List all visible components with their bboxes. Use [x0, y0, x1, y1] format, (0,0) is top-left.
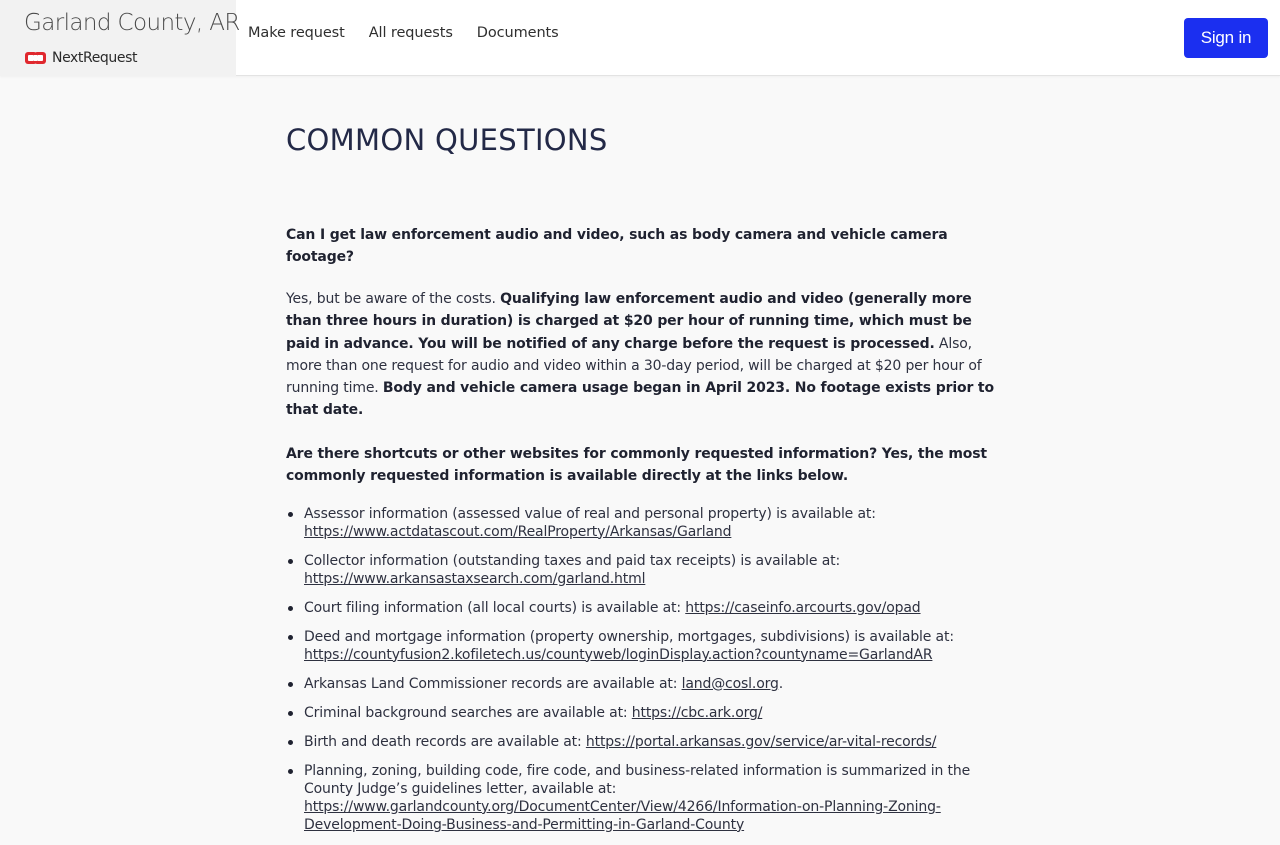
nav-make-request[interactable]: Make request: [248, 25, 345, 41]
list-item-text: Collector information (outstanding taxes and paid tax receipts) is available at:: [304, 552, 841, 569]
list-item: [286, 552, 1002, 588]
list-item-text: Court filing information (all local courts) is available at:: [304, 599, 686, 616]
answer-text: Yes, but be aware of the costs.: [286, 291, 501, 307]
land-commissioner-email-link[interactable]: land@cosl.org: [681, 675, 779, 692]
deed-mortgage-link[interactable]: https://countyfusion2.kofiletech.us/countyweb/loginDisplay.action?countyname=GarlandAR: [304, 646, 933, 663]
page-title: COMMON QUESTIONS: [286, 123, 608, 157]
list-item-text: Birth and death records are available at:: [304, 733, 586, 750]
answer-text: Also, more than one request for audio and video within a 30-day period, will be charged at $20 per hour of running time.: [286, 335, 982, 397]
list-item: [286, 733, 1002, 751]
list-item: [286, 505, 1002, 541]
faq-question-shortcuts: Are there shortcuts or other websites for commonly requested information? Yes, the most commonly requested information is available directly at the links below.: [286, 445, 987, 484]
agency-name[interactable]: Garland County, AR: [24, 10, 240, 36]
shortcut-links-list: [286, 505, 1002, 834]
nextrequest-label: NextRequest: [52, 50, 138, 66]
background-search-link[interactable]: https://cbc.ark.org/: [631, 704, 763, 721]
list-item: [286, 762, 1002, 834]
list-item-text: Assessor information (assessed value of real and personal property) is available at:: [304, 505, 876, 522]
faq-content: [286, 120, 1002, 845]
list-item: [286, 704, 1002, 722]
list-item-text: Deed and mortgage information (property ownership, mortgages, subdivisions) is available at:: [304, 628, 954, 645]
nextrequest-brand: [25, 49, 137, 67]
sign-in-button[interactable]: Sign in: [1184, 18, 1268, 58]
main-nav: [248, 25, 583, 41]
assessor-link[interactable]: https://www.actdatascout.com/RealProperty/Arkansas/Garland: [304, 523, 732, 540]
brand-block[interactable]: [0, 0, 240, 76]
list-item-text: Planning, zoning, building code, fire code, and business-related information is summarized in the County Judge’s guidelines letter, available at:: [304, 762, 971, 797]
list-item: [286, 628, 1002, 664]
answer-emphasis: Qualifying law enforcement audio and video (generally more than three hours in duration) is charged at $20 per hour of running time, which must be paid in advance. You will be notified of any charge before the request is processed.: [286, 291, 972, 352]
top-navigation-bar: [0, 0, 1280, 76]
list-item-text: Arkansas Land Commissioner records are available at:: [304, 675, 682, 692]
court-filing-link[interactable]: https://caseinfo.arcourts.gov/opad: [685, 599, 921, 616]
nextrequest-logo-icon: [25, 51, 47, 65]
list-item-text: Criminal background searches are available at:: [304, 704, 632, 721]
nav-all-requests[interactable]: All requests: [368, 25, 453, 41]
list-item: [286, 599, 1002, 617]
faq-answer-footage: [286, 288, 1002, 422]
faq-question-footage: Can I get law enforcement audio and video, such as body camera and vehicle camera footage?: [286, 227, 948, 265]
vital-records-link[interactable]: https://portal.arkansas.gov/service/ar-vital-records/: [585, 733, 937, 750]
list-item: [286, 675, 1002, 693]
answer-emphasis: Body and vehicle camera usage began in April 2023. No footage exists prior to that date.: [286, 380, 994, 419]
nav-documents[interactable]: Documents: [476, 25, 559, 41]
list-item-suffix: .: [778, 675, 784, 692]
planning-zoning-link[interactable]: https://www.garlandcounty.org/DocumentCenter/View/4266/Information-on-Planning-Zoning-Development-Doing-Business-and-Permitting-in-Garland-County: [304, 798, 941, 833]
collector-link[interactable]: https://www.arkansastaxsearch.com/garland.html: [304, 570, 646, 587]
